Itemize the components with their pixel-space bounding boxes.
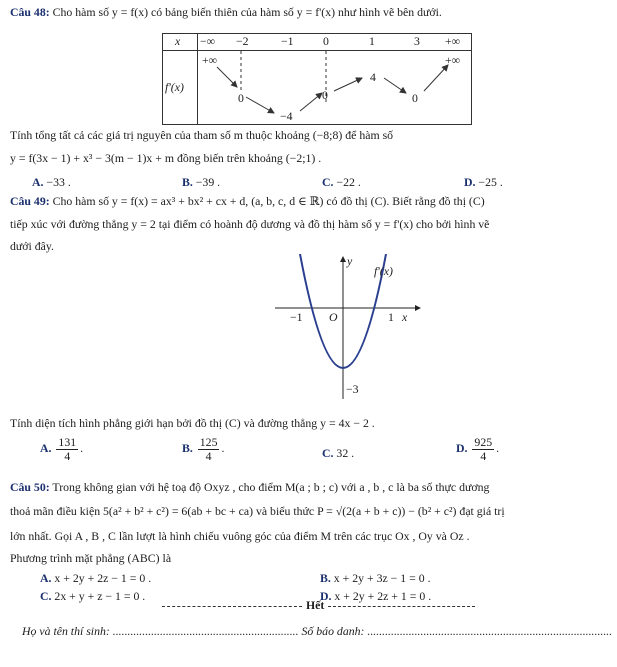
option-label: A. [40,441,52,456]
candidate-id-field[interactable]: ................................................................................... [367,624,613,638]
graph-y-label: y [347,254,353,268]
option-text: −25 . [478,175,503,189]
footer-line [22,623,613,639]
graph-tick-1: 1 [388,310,394,324]
q48-intro-line [10,4,609,20]
option-text: x + 2y + 2z − 1 = 0 . [54,571,152,585]
q48-line1: Tính tổng tất cả các giá trị nguyên của tham số m thuộc khoảng (−8;8) để hàm số [10,128,394,142]
option-label: C. [322,446,334,460]
candidate-name-label: Họ và tên thí sinh: [22,624,110,638]
q49-option-d[interactable] [456,436,499,463]
q49-text-1: Cho hàm số y = f(x) = ax³ + bx² + cx + d, (a, b, c, d ∈ ℝ) có đồ thị (C). Biết rằng đồ thị (C) [52,194,485,208]
option-label: D. [320,589,332,603]
q49-line1 [10,193,609,209]
q50-option-b[interactable] [320,570,431,586]
table-x-value: 0 [323,34,329,48]
table-f-value: 0 [238,91,244,105]
end-divider [10,598,609,614]
variation-table [162,33,472,125]
table-x-value: −1 [281,34,294,48]
table-x-value: 1 [369,34,375,48]
q50-text-1: Trong không gian với hệ toạ độ Oxyz , cho điểm M(a ; b ; c) với a , b , c là ba số thực dương [52,480,490,494]
divider-line-right [328,606,475,607]
end-mark: Hết [306,598,325,612]
option-fraction [56,436,78,463]
q48-line2: y = f(3x − 1) + x³ − 3(m − 1)x + m đồng biến trên khoảng (−2;1) . [10,151,322,165]
option-label: D. [464,175,476,189]
q49-option-b[interactable] [182,436,224,463]
option-text: x + 2y + 3z − 1 = 0 . [333,571,431,585]
graph-x-label: x [402,310,408,324]
graph-origin-label: O [329,310,338,324]
table-f-value: +∞ [202,53,218,67]
q48-label: Câu 48: [10,5,50,19]
q50-line1 [10,479,609,495]
divider-line-left [162,606,302,607]
q50-label: Câu 50: [10,480,50,494]
derivative-graph [270,254,430,404]
candidate-id-label: Số báo danh: [301,624,365,638]
option-text: −22 . [336,175,361,189]
q49-option-a[interactable] [40,436,83,463]
q50-line4: Phương trình mặt phẳng (ABC) là [10,551,172,565]
table-f-value: +∞ [445,53,461,67]
q49-label: Câu 49: [10,194,50,208]
q50-line3: lớn nhất. Gọi A , B , C lần lượt là hình chiếu vuông góc của điểm M trên các trục Ox , Oy và Oz . [10,529,470,543]
table-f-label: f'(x) [165,80,184,94]
q49-line3: dưới đây. [10,239,54,253]
table-x-value: 3 [414,34,420,48]
q48-option-a[interactable] [32,174,71,190]
table-f-value: −4 [280,109,293,123]
option-label: D. [456,441,468,456]
q50-line2: thoả mãn điều kiện 5(a² + b² + c²) = 6(ab + bc + ca) và biểu thức P = √(2(a + b + c)) − (b² + c²) đạt giá trị [10,504,505,518]
graph-tick-neg1: −1 [290,310,303,324]
option-fraction [472,436,494,463]
option-tail: . [80,441,84,456]
table-x-label: x [175,34,181,48]
table-x-value: +∞ [445,34,461,48]
option-label: A. [32,175,44,189]
fraction-numerator: 925 [474,435,493,449]
option-label: B. [182,175,193,189]
table-f-value: 4 [370,70,376,84]
fraction-numerator: 125 [199,435,218,449]
option-label: C. [40,589,52,603]
option-label: B. [320,571,331,585]
fraction-denominator: 4 [480,449,487,463]
fraction-numerator: 131 [58,435,77,449]
graph-curve-label: f'(x) [374,264,393,278]
option-text: x + 2y + 2z + 1 = 0 . [334,589,432,603]
table-x-value: −2 [236,34,249,48]
q49-line2: tiếp xúc với đường thẳng y = 2 tại điểm có hoành độ dương và đồ thị hàm số y = f'(x) cho bởi hình vẽ [10,217,490,231]
candidate-name-field[interactable]: ............................................................... [112,624,299,638]
option-text: 2x + y + z − 1 = 0 . [54,589,146,603]
fraction-denominator: 4 [205,449,212,463]
option-label: B. [182,441,193,456]
q48-option-d[interactable] [464,174,503,190]
option-tail: . [221,441,225,456]
graph-tick-neg3: −3 [346,382,359,396]
option-label: C. [322,175,334,189]
q48-option-c[interactable] [322,174,361,190]
q50-option-a[interactable] [40,570,151,586]
option-text: −33 . [46,175,71,189]
q49-question: Tính diện tích hình phẳng giới hạn bởi đồ thị (C) và đường thẳng y = 4x − 2 . [10,416,375,430]
table-f-value: 0 [412,91,418,105]
q49-option-c[interactable] [322,445,354,461]
option-label: A. [40,571,52,585]
table-x-value: −∞ [200,34,216,48]
option-text: −39 . [195,175,221,189]
table-f-value: 0 [322,88,328,102]
fraction-denominator: 4 [64,449,71,463]
option-tail: . [496,441,500,456]
option-text: 32 . [336,446,355,460]
q48-option-b[interactable] [182,174,220,190]
option-fraction [198,436,220,463]
q48-intro: Cho hàm số y = f(x) có bảng biến thiên của hàm số y = f'(x) như hình vẽ bên dưới. [52,5,442,19]
